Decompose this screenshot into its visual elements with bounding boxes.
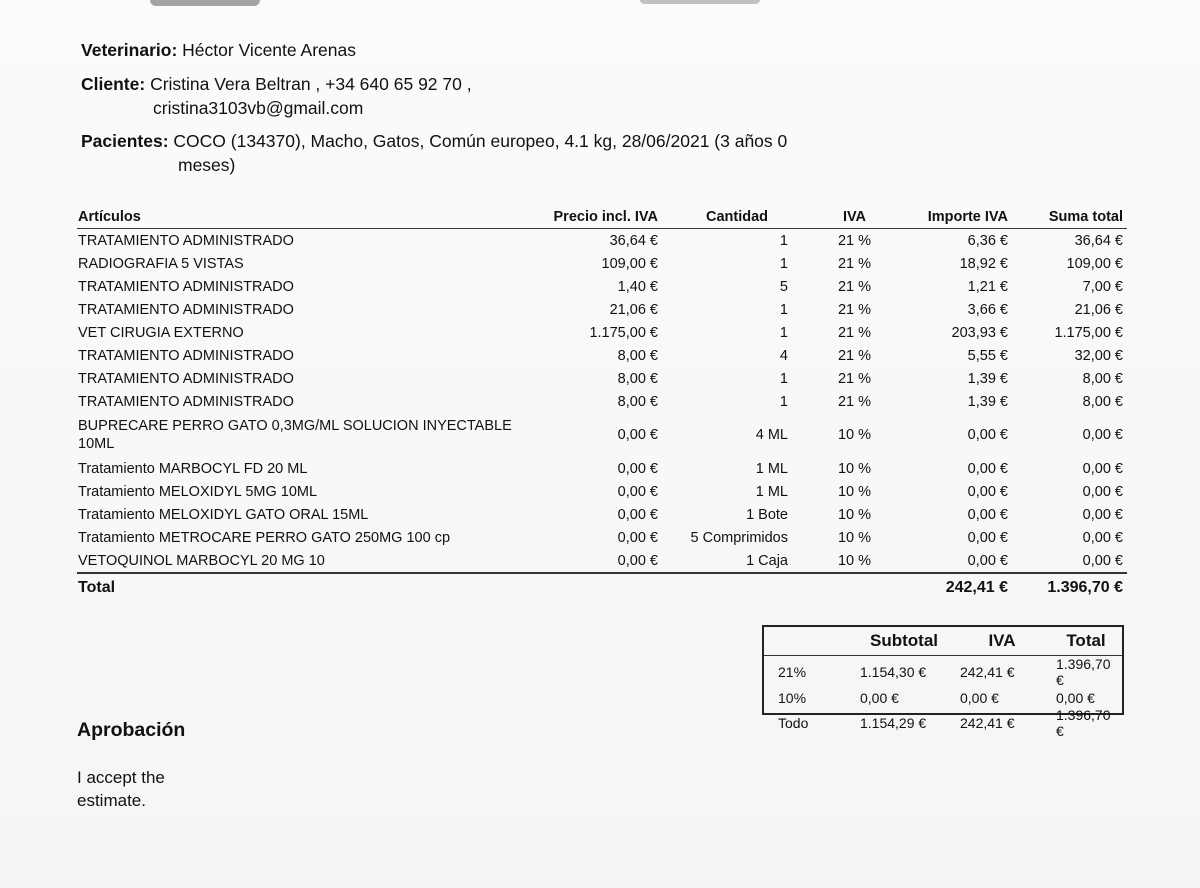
cell-article: TRATAMIENTO ADMINISTRADO: [78, 393, 294, 410]
patient-label: Pacientes:: [81, 131, 169, 151]
cell-price: 0,00 €: [617, 460, 658, 477]
cell-vat: 21 %: [837, 370, 872, 387]
cell-price: 8,00 €: [617, 347, 658, 364]
veterinarian-label: Veterinario:: [81, 40, 178, 60]
cell-price: 36,64 €: [609, 232, 658, 249]
vat-rate: 10%: [778, 689, 807, 706]
cell-price: 21,06 €: [609, 301, 658, 318]
vat-header-vat: IVA: [954, 627, 1050, 656]
cell-vat-amount: 0,00 €: [967, 529, 1008, 546]
cell-vat: 21 %: [837, 324, 872, 341]
cell-vat: 10 %: [837, 460, 872, 477]
cell-total: 36,64 €: [1074, 232, 1123, 249]
cell-total: 0,00 €: [1082, 506, 1123, 523]
cell-quantity: 4 ML: [755, 427, 788, 443]
cell-article: TRATAMIENTO ADMINISTRADO: [78, 232, 294, 249]
vat-summary-row: [764, 688, 1122, 707]
cell-vat-amount: 18,92 €: [959, 255, 1008, 272]
cell-price: 0,00 €: [617, 552, 658, 569]
vat-summary-box: [762, 625, 1124, 739]
patient-block: [81, 129, 841, 177]
cell-quantity: 1: [779, 255, 788, 272]
cell-total: 109,00 €: [1066, 255, 1123, 272]
col-header-vat-amount: Importe IVA: [897, 205, 1012, 229]
table-row: [77, 344, 1127, 367]
cell-quantity: 4: [779, 347, 788, 364]
cell-article: RADIOGRAFIA 5 VISTAS: [78, 255, 244, 272]
veterinarian-line: [81, 38, 356, 62]
cell-vat: 21 %: [837, 278, 872, 295]
cell-vat: 10 %: [837, 552, 872, 569]
veterinarian-name: Héctor Vicente Arenas: [182, 40, 356, 60]
cell-quantity: 5: [779, 278, 788, 295]
cell-quantity: 1 Caja: [746, 552, 788, 569]
cell-vat-amount: 5,55 €: [967, 347, 1008, 364]
table-row: [77, 390, 1127, 413]
vat-total: 0,00 €: [1056, 689, 1095, 706]
cell-price: 0,00 €: [617, 529, 658, 546]
cell-article: TRATAMIENTO ADMINISTRADO: [78, 278, 294, 295]
vat-subtotal: 0,00 €: [860, 689, 899, 706]
items-header-row: [77, 205, 1127, 229]
cell-article: VET CIRUGIA EXTERNO: [78, 324, 244, 341]
cell-article: TRATAMIENTO ADMINISTRADO: [78, 347, 294, 364]
cell-article: VETOQUINOL MARBOCYL 20 MG 10: [78, 552, 325, 569]
cell-total: 0,00 €: [1082, 552, 1123, 569]
vat-amount: 242,41 €: [960, 664, 1015, 680]
table-row: [77, 275, 1127, 298]
table-row: [77, 298, 1127, 321]
vat-amount: 242,41 €: [960, 715, 1015, 731]
items-table: [77, 205, 1127, 602]
vat-total: 1.396,70 €: [1056, 707, 1111, 739]
cell-vat: 21 %: [837, 255, 872, 272]
cell-vat-amount: 6,36 €: [967, 232, 1008, 249]
cell-article: BUPRECARE PERRO GATO 0,3MG/ML SOLUCION INYECTABLE 10ML: [78, 418, 512, 452]
cell-price: 0,00 €: [617, 427, 658, 443]
cropped-header-fragment: [150, 0, 260, 6]
cell-vat-amount: 0,00 €: [967, 506, 1008, 523]
cell-article: Tratamiento MARBOCYL FD 20 ML: [78, 460, 308, 477]
cell-article: Tratamiento METROCARE PERRO GATO 250MG 100 cp: [78, 529, 451, 546]
cell-price: 8,00 €: [617, 393, 658, 410]
cell-article: TRATAMIENTO ADMINISTRADO: [78, 370, 294, 387]
table-row: [77, 480, 1127, 503]
table-row: [77, 229, 1127, 253]
client-block: [81, 72, 472, 120]
cell-quantity: 1 ML: [755, 483, 788, 500]
cell-vat: 21 %: [837, 301, 872, 318]
total-label: Total: [77, 573, 542, 602]
cell-price: 0,00 €: [617, 506, 658, 523]
cell-total: 32,00 €: [1074, 347, 1123, 364]
cell-vat: 10 %: [837, 427, 872, 443]
client-email: cristina3103vb@gmail.com: [153, 98, 364, 118]
vat-subtotal: 1.154,29 €: [860, 715, 927, 731]
cell-vat: 10 %: [837, 483, 872, 500]
approval-text: I accept the estimate.: [77, 768, 165, 810]
cell-price: 1.175,00 €: [589, 324, 658, 341]
cell-quantity: 1: [779, 324, 788, 341]
cell-quantity: 1: [779, 370, 788, 387]
cell-price: 109,00 €: [601, 255, 658, 272]
cell-total: 0,00 €: [1082, 529, 1123, 546]
col-header-price: Precio incl. IVA: [542, 205, 662, 229]
cell-quantity: 1: [779, 301, 788, 318]
cell-article: TRATAMIENTO ADMINISTRADO: [78, 301, 294, 318]
col-header-vat: IVA: [812, 205, 897, 229]
cell-vat-amount: 1,21 €: [967, 278, 1008, 295]
approval-title: Aprobación: [77, 719, 186, 741]
cell-vat-amount: 0,00 €: [967, 460, 1008, 477]
cell-vat: 21 %: [837, 232, 872, 249]
cropped-header-fragment: [640, 0, 760, 4]
col-header-quantity: Cantidad: [662, 205, 812, 229]
cell-total: 7,00 €: [1082, 278, 1123, 295]
vat-header-subtotal: Subtotal: [854, 627, 954, 656]
cell-vat: 21 %: [837, 347, 872, 364]
vat-summary-header: [764, 627, 1122, 656]
vat-rate: 21%: [778, 664, 807, 680]
cell-quantity: 1 Bote: [746, 506, 788, 523]
cell-quantity: 1: [779, 393, 788, 410]
cell-vat-amount: 3,66 €: [967, 301, 1008, 318]
table-row: [77, 367, 1127, 390]
cell-article: Tratamiento MELOXIDYL GATO ORAL 15ML: [78, 506, 369, 523]
vat-header-total: Total: [1050, 627, 1122, 656]
total-row: [77, 573, 1127, 602]
patient-line-2: meses): [178, 155, 236, 175]
vat-rate: Todo: [778, 715, 809, 731]
client-line-1: Cristina Vera Beltran , +34 640 65 92 70 ,: [150, 74, 472, 94]
client-label: Cliente:: [81, 74, 146, 94]
patient-line-1: COCO (134370), Macho, Gatos, Común europeo, 4.1 kg, 28/06/2021 (3 años 0: [173, 131, 788, 151]
cell-vat-amount: 0,00 €: [967, 483, 1008, 500]
table-row: [77, 457, 1127, 480]
total-vat-amount: 242,41 €: [897, 573, 1012, 602]
cell-quantity: 5 Comprimidos: [690, 529, 788, 546]
cell-vat: 21 %: [837, 393, 872, 410]
total-sum: 1.396,70 €: [1012, 573, 1127, 602]
cell-vat-amount: 1,39 €: [967, 370, 1008, 387]
cell-total: 8,00 €: [1082, 393, 1123, 410]
cell-vat-amount: 0,00 €: [967, 427, 1008, 443]
cell-vat-amount: 0,00 €: [967, 552, 1008, 569]
col-header-total: Suma total: [1012, 205, 1127, 229]
cell-vat: 10 %: [837, 529, 872, 546]
table-row: [77, 526, 1127, 549]
cell-article: Tratamiento MELOXIDYL 5MG 10ML: [78, 483, 318, 500]
cell-total: 8,00 €: [1082, 370, 1123, 387]
cell-quantity: 1 ML: [755, 460, 788, 477]
table-row: [77, 321, 1127, 344]
cell-vat-amount: 203,93 €: [951, 324, 1008, 341]
table-row: [77, 252, 1127, 275]
cell-total: 0,00 €: [1082, 483, 1123, 500]
vat-subtotal: 1.154,30 €: [860, 664, 927, 680]
vat-summary-row: [764, 707, 1122, 739]
cell-total: 1.175,00 €: [1054, 324, 1123, 341]
table-row: [77, 503, 1127, 526]
cell-total: 0,00 €: [1082, 427, 1123, 443]
cell-quantity: 1: [779, 232, 788, 249]
vat-total: 1.396,70 €: [1056, 656, 1111, 688]
col-header-articles: Artículos: [77, 205, 542, 229]
cell-total: 0,00 €: [1082, 460, 1123, 477]
vat-amount: 0,00 €: [960, 689, 999, 706]
vat-summary-row: [764, 656, 1122, 689]
table-row: [77, 549, 1127, 573]
cell-total: 21,06 €: [1074, 301, 1123, 318]
table-row: [77, 413, 1127, 457]
cell-price: 1,40 €: [617, 278, 658, 295]
cell-vat-amount: 1,39 €: [967, 393, 1008, 410]
cell-price: 0,00 €: [617, 483, 658, 500]
cell-vat: 10 %: [837, 506, 872, 523]
cell-price: 8,00 €: [617, 370, 658, 387]
vat-summary-table: [764, 627, 1122, 739]
